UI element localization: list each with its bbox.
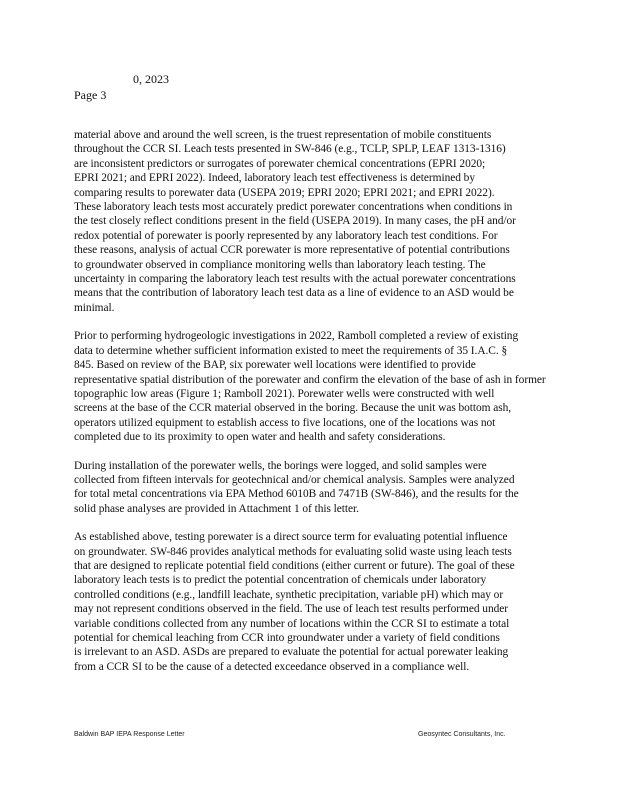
text-line: may not represent conditions observed in the field. The use of leach test results performed under — [74, 603, 508, 616]
text-line: controlled conditions (e.g., landfill leachate, synthetic precipitation, variable pH) which may or — [74, 588, 504, 601]
text-line: variable conditions collected from any number of locations within the CCR SI to estimate a total — [74, 617, 510, 630]
text-line: laboratory leach tests is to predict the potential concentration of chemicals under laboratory — [74, 574, 487, 587]
footer-document-title: Baldwin BAP IEPA Response Letter — [74, 731, 185, 738]
text-line: 845. Based on review of the BAP, six porewater well locations were identified to provide — [74, 359, 476, 372]
text-line: redox potential of porewater is poorly represented by any laboratory leach test conditions. For — [74, 229, 498, 242]
footer-company-name: Geosyntec Consultants, Inc. — [418, 731, 506, 738]
text-line: the test closely reflect conditions present in the field (USEPA 2019). In many cases, the pH and/or — [74, 215, 516, 228]
text-line: data to determine whether sufficient information existed to meet the requirements of 35 I.A.C. § — [74, 344, 508, 357]
text-line: These laboratory leach tests most accurately predict porewater concentrations when conditions in — [74, 201, 513, 214]
paragraph-porewater-well-installation — [74, 459, 604, 517]
text-line: comparing results to porewater data (USEPA 2019; EPRI 2020; EPRI 2021; and EPRI 2022). — [74, 186, 495, 199]
text-line: are inconsistent predictors or surrogates of porewater chemical concentrations (EPRI 2020; — [74, 157, 486, 170]
paragraph-leach-tests — [74, 128, 604, 315]
text-line: operators utilized equipment to establish access to five locations, one of the locations was not — [74, 416, 496, 429]
text-line: screens at the base of the CCR material observed in the boring. Because the unit was bottom ash, — [74, 402, 512, 415]
paragraph-sw846-leach-tests — [74, 530, 604, 674]
text-line: for total metal concentrations via EPA Method 6010B and 7471B (SW-846), and the results for the — [74, 488, 519, 501]
text-line: that are designed to replicate potential field conditions (either current or future). The goal of these — [74, 559, 515, 572]
text-line: means that the contribution of laboratory leach test data as a line of evidence to an ASD would be — [74, 287, 514, 300]
text-line: solid phase analyses are provided in Attachment 1 of this letter. — [74, 502, 359, 515]
text-line: completed due to its proximity to open water and health and safety considerations. — [74, 431, 446, 444]
text-line: material above and around the well screen, is the truest representation of mobile constituents — [74, 129, 492, 141]
text-line: minimal. — [74, 301, 115, 314]
letter-date: 0, 2023 — [133, 72, 169, 86]
page-number: Page 3 — [74, 88, 107, 102]
text-line: topographic low areas (Figure 1; Ramboll 2021). Porewater wells were constructed with well — [74, 387, 495, 400]
text-line: EPRI 2021; and EPRI 2022). Indeed, laboratory leach test effectiveness is determined by — [74, 172, 475, 185]
text-line: from a CCR SI to be the cause of a detected exceedance observed in a compliance well. — [74, 660, 470, 673]
text-line: throughout the CCR SI. Leach tests presented in SW-846 (e.g., TCLP, SPLP, LEAF 1313-1316) — [74, 143, 506, 156]
text-line: potential for chemical leaching from CCR into groundwater under a variety of field conditions — [74, 632, 500, 644]
text-line: During installation of the porewater wells, the borings were logged, and solid samples were — [74, 459, 487, 472]
text-line: on groundwater. SW-846 provides analytical methods for evaluating solid waste using leach tests — [74, 545, 512, 558]
text-line: to groundwater observed in compliance monitoring wells than laboratory leach testing. The — [74, 258, 486, 271]
text-line: uncertainty in comparing the laboratory leach test results with the actual porewater concentrations — [74, 273, 516, 286]
paragraph-hydrogeologic-investigations — [74, 329, 604, 444]
text-line: representative spatial distribution of the porewater and confirm the elevation of the base of ash in former — [74, 373, 546, 386]
text-line: these reasons, analysis of actual CCR porewater is more representative of potential contributions — [74, 244, 510, 257]
text-line: As established above, testing porewater is a direct source term for evaluating potential influence — [74, 531, 508, 544]
text-line: is irrelevant to an ASD. ASDs are prepared to evaluate the potential for actual porewater leaking — [74, 646, 509, 659]
text-line: Prior to performing hydrogeologic investigations in 2022, Ramboll completed a review of existing — [74, 330, 519, 343]
letter-body — [74, 128, 604, 688]
text-line: collected from fifteen intervals for geotechnical and/or chemical analysis. Samples were analyzed — [74, 473, 515, 486]
